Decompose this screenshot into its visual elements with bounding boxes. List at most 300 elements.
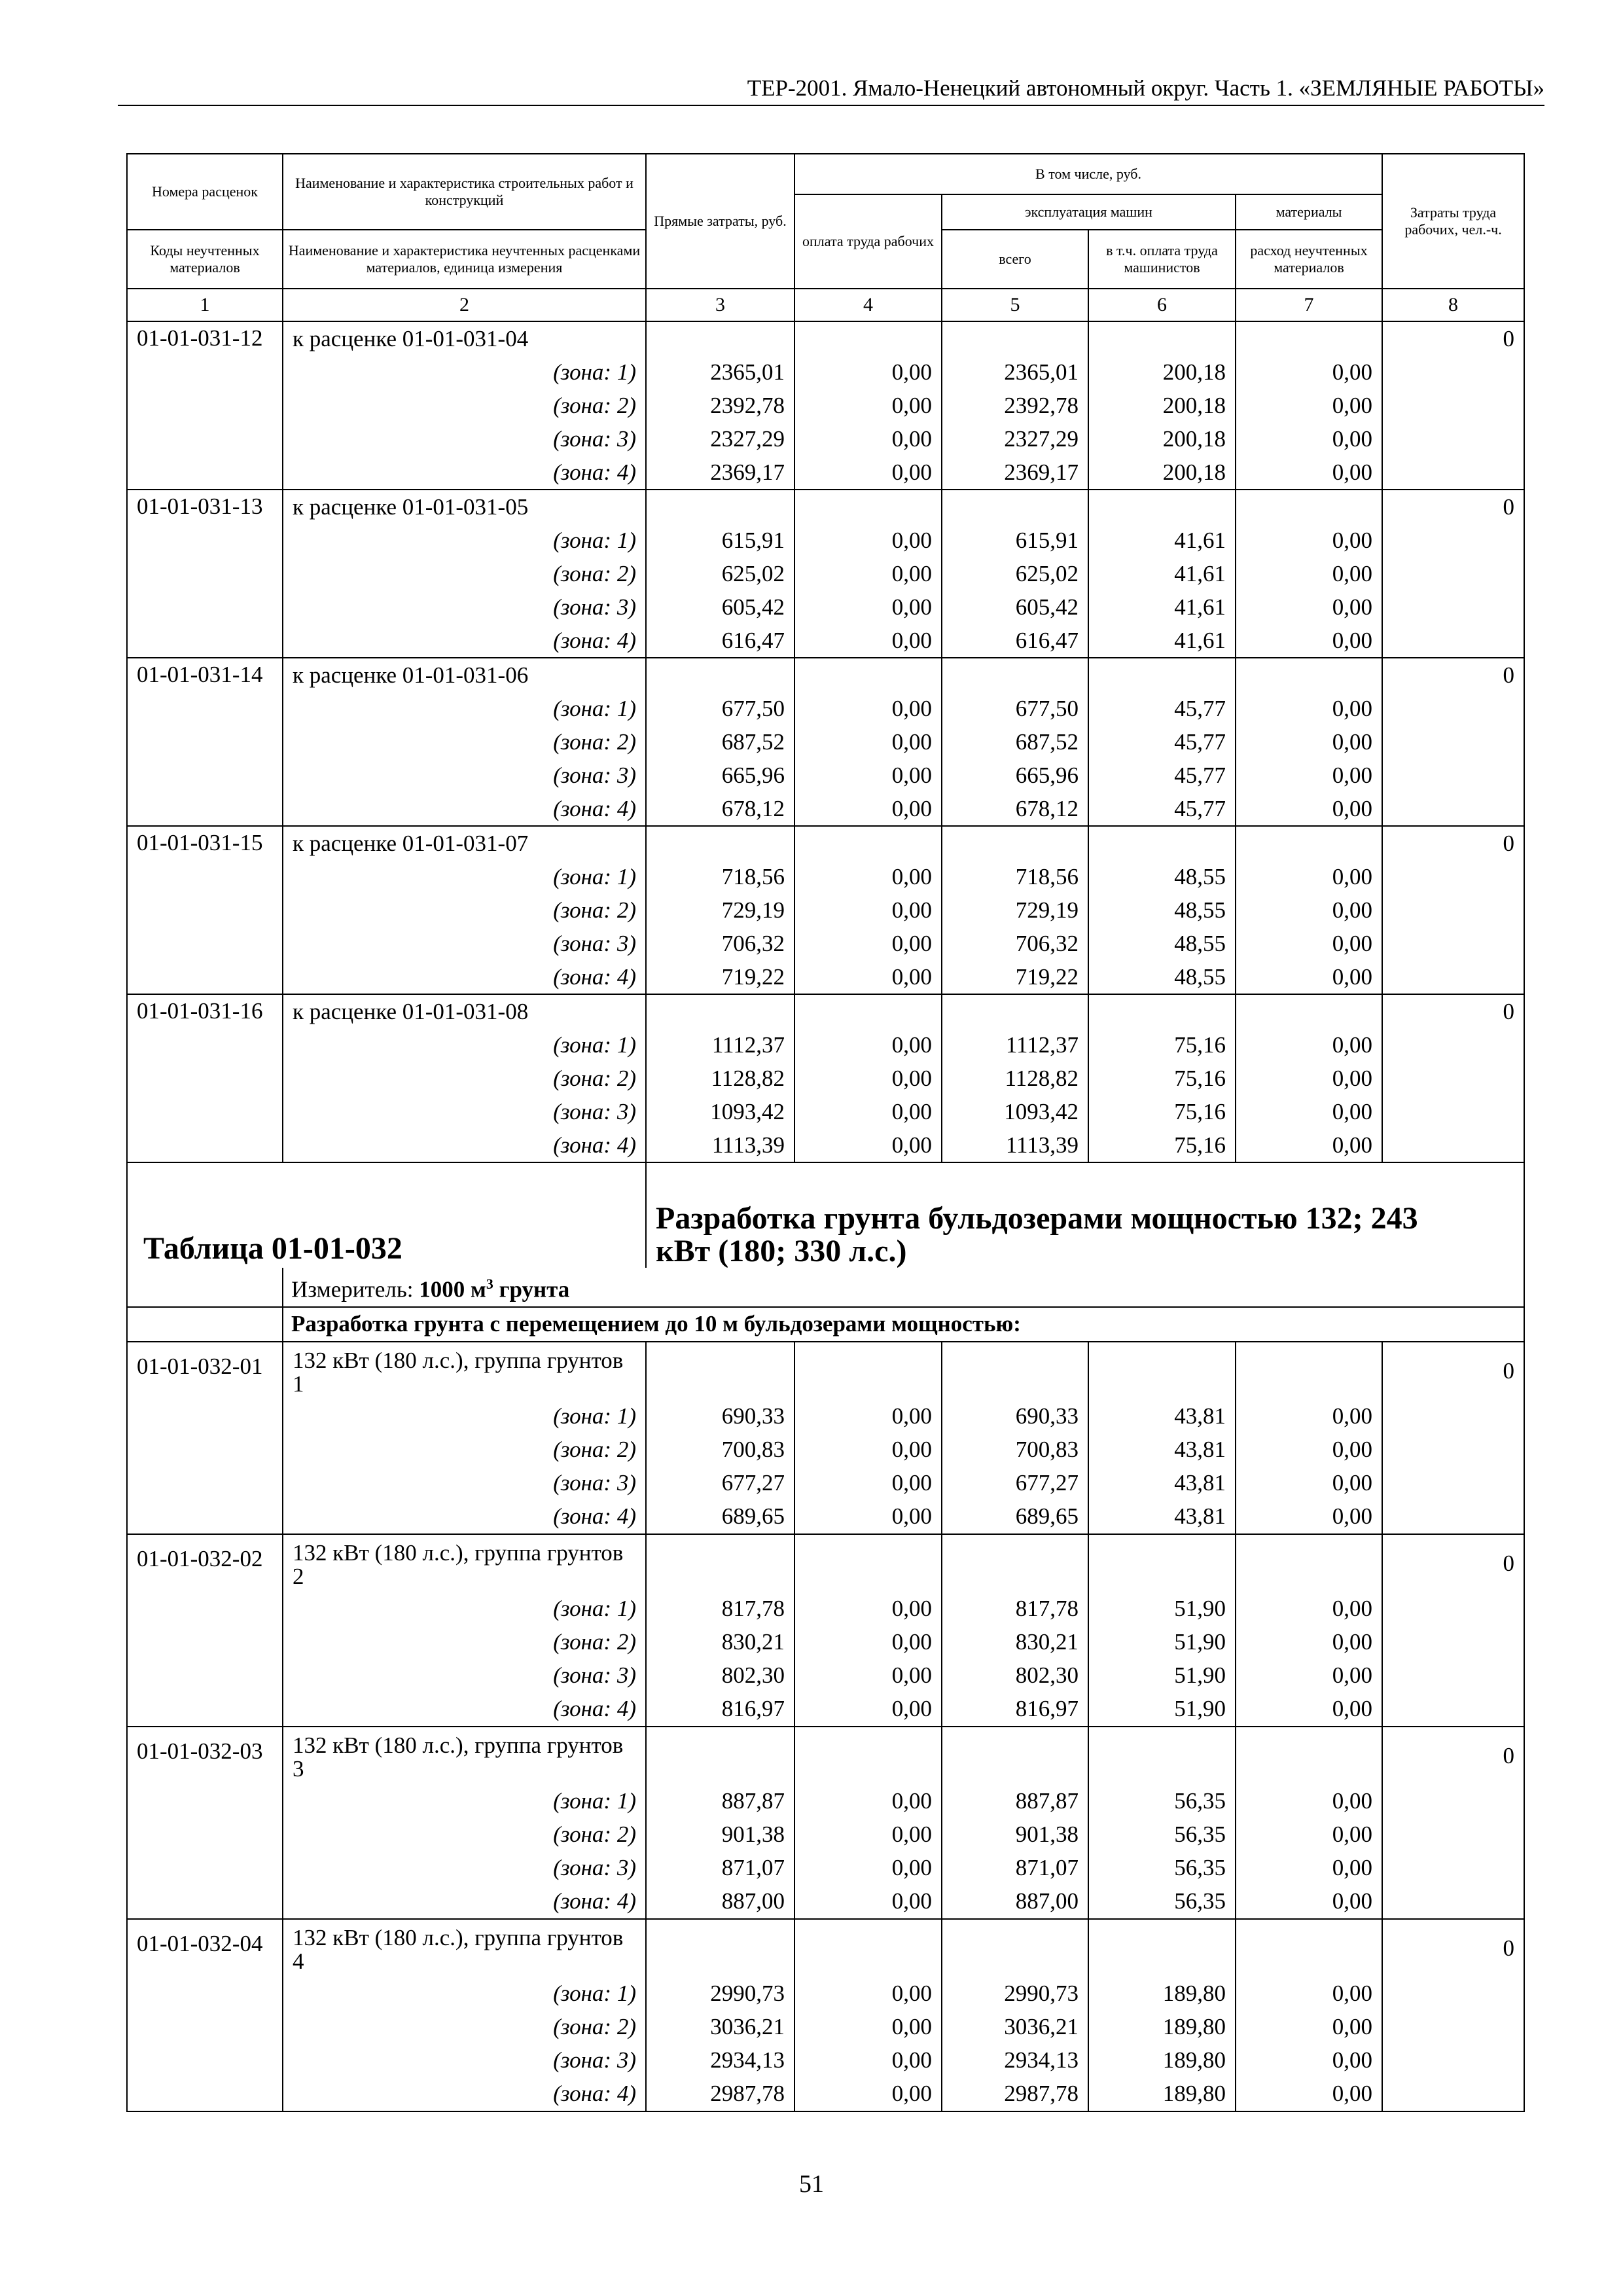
labor-pay: 0,00 bbox=[794, 2077, 942, 2111]
zone-label: (зона: 2) bbox=[283, 389, 646, 422]
empty-cell bbox=[1382, 927, 1524, 960]
empty-cell bbox=[1382, 893, 1524, 927]
labor-pay: 0,00 bbox=[794, 792, 942, 826]
empty-cell bbox=[1382, 792, 1524, 826]
zone-row bbox=[127, 1028, 1524, 1062]
materials-cost: 0,00 bbox=[1236, 1885, 1382, 1919]
empty-cell bbox=[794, 1727, 942, 1785]
direct-cost: 2987,78 bbox=[646, 2077, 794, 2111]
labor-pay: 0,00 bbox=[794, 692, 942, 725]
rate-name: 132 кВт (180 л.с.), группа грунтов 2 bbox=[283, 1534, 646, 1592]
zone-row bbox=[127, 2077, 1524, 2111]
rate-code: 01-01-031-14 bbox=[127, 658, 283, 692]
labor-pay: 0,00 bbox=[794, 860, 942, 893]
zone-label: (зона: 2) bbox=[283, 1626, 646, 1659]
empty-cell bbox=[646, 1727, 794, 1785]
materials-cost: 0,00 bbox=[1236, 456, 1382, 490]
labor-pay: 0,00 bbox=[794, 1626, 942, 1659]
header-unaccounted-materials: расход неучтенных материалов bbox=[1236, 230, 1382, 289]
labor-pay: 0,00 bbox=[794, 960, 942, 994]
empty-cell bbox=[127, 725, 283, 759]
zone-label: (зона: 1) bbox=[283, 1400, 646, 1433]
labor-pay: 0,00 bbox=[794, 1659, 942, 1693]
materials-cost: 0,00 bbox=[1236, 1693, 1382, 1727]
materials-cost: 0,00 bbox=[1236, 1592, 1382, 1626]
direct-cost: 3036,21 bbox=[646, 2011, 794, 2044]
machine-total: 2369,17 bbox=[942, 456, 1088, 490]
header-name-b: Наименование и характеристика неучтенных расценками материалов, единица измерения bbox=[283, 230, 646, 289]
empty-cell bbox=[1088, 658, 1236, 692]
materials-cost: 0,00 bbox=[1236, 893, 1382, 927]
zone-label: (зона: 3) bbox=[283, 2044, 646, 2077]
empty-cell bbox=[1382, 1977, 1524, 2011]
empty-cell bbox=[127, 1818, 283, 1852]
empty-cell bbox=[127, 2011, 283, 2044]
empty-cell bbox=[127, 1626, 283, 1659]
direct-cost: 2327,29 bbox=[646, 422, 794, 456]
materials-cost: 0,00 bbox=[1236, 389, 1382, 422]
empty-cell bbox=[1382, 389, 1524, 422]
zone-row bbox=[127, 2044, 1524, 2077]
table-title-text: Разработка грунта бульдозерами мощностью 132; 243 кВт (180; 330 л.с.) bbox=[656, 1201, 1418, 1268]
zone-label: (зона: 4) bbox=[283, 1128, 646, 1162]
zone-label: (зона: 4) bbox=[283, 1885, 646, 1919]
column-number: 1 bbox=[127, 289, 283, 321]
zone-row bbox=[127, 524, 1524, 557]
direct-cost: 719,22 bbox=[646, 960, 794, 994]
zone-row bbox=[127, 1818, 1524, 1852]
empty-cell bbox=[127, 860, 283, 893]
operator-pay: 189,80 bbox=[1088, 2077, 1236, 2111]
direct-cost: 871,07 bbox=[646, 1852, 794, 1885]
empty-cell bbox=[127, 960, 283, 994]
labor-cost: 0 bbox=[1382, 826, 1524, 860]
rates-body-032 bbox=[127, 1342, 1524, 2111]
machine-total: 816,97 bbox=[942, 1693, 1088, 1727]
machine-total: 1113,39 bbox=[942, 1128, 1088, 1162]
zone-row bbox=[127, 2011, 1524, 2044]
zone-row bbox=[127, 1500, 1524, 1534]
materials-cost: 0,00 bbox=[1236, 1467, 1382, 1500]
empty-cell bbox=[1382, 2044, 1524, 2077]
rate-header-row bbox=[127, 1342, 1524, 1400]
operator-pay: 200,18 bbox=[1088, 355, 1236, 389]
machine-total: 2987,78 bbox=[942, 2077, 1088, 2111]
direct-cost: 1112,37 bbox=[646, 1028, 794, 1062]
table-032-heading bbox=[127, 1162, 1524, 1342]
direct-cost: 729,19 bbox=[646, 893, 794, 927]
zone-row bbox=[127, 893, 1524, 927]
empty-cell bbox=[942, 826, 1088, 860]
empty-cell bbox=[1382, 1852, 1524, 1885]
operator-pay: 200,18 bbox=[1088, 422, 1236, 456]
empty-cell bbox=[1088, 490, 1236, 524]
empty-cell bbox=[1382, 1785, 1524, 1818]
direct-cost: 690,33 bbox=[646, 1400, 794, 1433]
materials-cost: 0,00 bbox=[1236, 792, 1382, 826]
labor-pay: 0,00 bbox=[794, 389, 942, 422]
operator-pay: 56,35 bbox=[1088, 1818, 1236, 1852]
machine-total: 887,00 bbox=[942, 1885, 1088, 1919]
zone-label: (зона: 3) bbox=[283, 759, 646, 792]
zone-label: (зона: 1) bbox=[283, 1592, 646, 1626]
machine-total: 1128,82 bbox=[942, 1062, 1088, 1095]
empty-cell bbox=[1236, 490, 1382, 524]
rate-code: 01-01-032-02 bbox=[127, 1534, 283, 1592]
measure-spacer bbox=[127, 1268, 283, 1307]
empty-cell bbox=[942, 321, 1088, 355]
table-label-text: Таблица 01-01-032 bbox=[143, 1231, 402, 1266]
empty-cell bbox=[1382, 1592, 1524, 1626]
zone-row bbox=[127, 1128, 1524, 1162]
direct-cost: 678,12 bbox=[646, 792, 794, 826]
empty-cell bbox=[794, 490, 942, 524]
zone-label: (зона: 1) bbox=[283, 355, 646, 389]
materials-cost: 0,00 bbox=[1236, 524, 1382, 557]
rate-name: к расценке 01-01-031-05 bbox=[283, 490, 646, 524]
machine-total: 616,47 bbox=[942, 624, 1088, 658]
operator-pay: 56,35 bbox=[1088, 1885, 1236, 1919]
direct-cost: 687,52 bbox=[646, 725, 794, 759]
materials-cost: 0,00 bbox=[1236, 860, 1382, 893]
rate-code: 01-01-031-16 bbox=[127, 994, 283, 1028]
rate-name: 132 кВт (180 л.с.), группа грунтов 1 bbox=[283, 1342, 646, 1400]
zone-row bbox=[127, 1659, 1524, 1693]
page-number: 51 bbox=[799, 2170, 824, 2198]
materials-cost: 0,00 bbox=[1236, 1659, 1382, 1693]
empty-cell bbox=[127, 1977, 283, 2011]
zone-label: (зона: 1) bbox=[283, 1785, 646, 1818]
header-in-total: В том числе, руб. bbox=[794, 154, 1382, 194]
operator-pay: 51,90 bbox=[1088, 1626, 1236, 1659]
direct-cost: 706,32 bbox=[646, 927, 794, 960]
empty-cell bbox=[1236, 321, 1382, 355]
zone-label: (зона: 2) bbox=[283, 1433, 646, 1467]
empty-cell bbox=[127, 557, 283, 590]
rate-name: к расценке 01-01-031-07 bbox=[283, 826, 646, 860]
empty-cell bbox=[1236, 1919, 1382, 1977]
direct-cost: 887,00 bbox=[646, 1885, 794, 1919]
direct-cost: 1113,39 bbox=[646, 1128, 794, 1162]
zone-label: (зона: 2) bbox=[283, 2011, 646, 2044]
measure-label: Измеритель: bbox=[291, 1276, 414, 1302]
materials-cost: 0,00 bbox=[1236, 557, 1382, 590]
operator-pay: 48,55 bbox=[1088, 927, 1236, 960]
empty-cell bbox=[127, 590, 283, 624]
empty-cell bbox=[1382, 1500, 1524, 1534]
empty-cell bbox=[1382, 1818, 1524, 1852]
machine-total: 901,38 bbox=[942, 1818, 1088, 1852]
labor-pay: 0,00 bbox=[794, 725, 942, 759]
empty-cell bbox=[942, 658, 1088, 692]
rate-code: 01-01-031-15 bbox=[127, 826, 283, 860]
labor-pay: 0,00 bbox=[794, 1977, 942, 2011]
machine-total: 605,42 bbox=[942, 590, 1088, 624]
empty-cell bbox=[1382, 355, 1524, 389]
empty-cell bbox=[1382, 1659, 1524, 1693]
zone-label: (зона: 4) bbox=[283, 1693, 646, 1727]
operator-pay: 75,16 bbox=[1088, 1095, 1236, 1128]
empty-cell bbox=[942, 1342, 1088, 1400]
zone-row bbox=[127, 590, 1524, 624]
column-number: 2 bbox=[283, 289, 646, 321]
empty-cell bbox=[794, 1534, 942, 1592]
materials-cost: 0,00 bbox=[1236, 590, 1382, 624]
direct-cost: 1093,42 bbox=[646, 1095, 794, 1128]
empty-cell bbox=[646, 321, 794, 355]
labor-cost: 0 bbox=[1382, 994, 1524, 1028]
materials-cost: 0,00 bbox=[1236, 2077, 1382, 2111]
labor-pay: 0,00 bbox=[794, 524, 942, 557]
empty-cell bbox=[646, 1919, 794, 1977]
labor-pay: 0,00 bbox=[794, 1095, 942, 1128]
direct-cost: 1128,82 bbox=[646, 1062, 794, 1095]
zone-label: (зона: 3) bbox=[283, 1659, 646, 1693]
header-name-a: Наименование и характеристика строительных работ и конструкций bbox=[283, 154, 646, 230]
zone-row bbox=[127, 1885, 1524, 1919]
operator-pay: 56,35 bbox=[1088, 1785, 1236, 1818]
empty-cell bbox=[1382, 960, 1524, 994]
direct-cost: 677,27 bbox=[646, 1467, 794, 1500]
materials-cost: 0,00 bbox=[1236, 422, 1382, 456]
materials-cost: 0,00 bbox=[1236, 1028, 1382, 1062]
zone-row bbox=[127, 389, 1524, 422]
labor-pay: 0,00 bbox=[794, 1818, 942, 1852]
header-code-b: Коды неучтенных материалов bbox=[127, 230, 283, 289]
empty-cell bbox=[1382, 1433, 1524, 1467]
empty-cell bbox=[127, 524, 283, 557]
empty-cell bbox=[1382, 860, 1524, 893]
direct-cost: 816,97 bbox=[646, 1693, 794, 1727]
direct-cost: 689,65 bbox=[646, 1500, 794, 1534]
rate-header-row bbox=[127, 1919, 1524, 1977]
machine-total: 615,91 bbox=[942, 524, 1088, 557]
zone-label: (зона: 4) bbox=[283, 1500, 646, 1534]
labor-cost: 0 bbox=[1382, 1919, 1524, 1977]
rate-name: 132 кВт (180 л.с.), группа грунтов 4 bbox=[283, 1919, 646, 1977]
rate-header-row bbox=[127, 658, 1524, 692]
labor-cost: 0 bbox=[1382, 1534, 1524, 1592]
machine-total: 817,78 bbox=[942, 1592, 1088, 1626]
header-code-a: Номера расценок bbox=[127, 154, 283, 230]
labor-cost: 0 bbox=[1382, 1727, 1524, 1785]
direct-cost: 2369,17 bbox=[646, 456, 794, 490]
empty-cell bbox=[127, 1400, 283, 1433]
empty-cell bbox=[127, 1062, 283, 1095]
labor-pay: 0,00 bbox=[794, 590, 942, 624]
empty-cell bbox=[1382, 725, 1524, 759]
section-spacer bbox=[127, 1307, 283, 1342]
labor-pay: 0,00 bbox=[794, 355, 942, 389]
materials-cost: 0,00 bbox=[1236, 1977, 1382, 2011]
operator-pay: 56,35 bbox=[1088, 1852, 1236, 1885]
rate-header-row bbox=[127, 994, 1524, 1028]
empty-cell bbox=[1236, 994, 1382, 1028]
zone-label: (зона: 4) bbox=[283, 2077, 646, 2111]
materials-cost: 0,00 bbox=[1236, 725, 1382, 759]
measure-line bbox=[283, 1268, 1524, 1307]
empty-cell bbox=[1088, 994, 1236, 1028]
zone-label: (зона: 3) bbox=[283, 590, 646, 624]
empty-cell bbox=[127, 1659, 283, 1693]
zone-label: (зона: 3) bbox=[283, 1467, 646, 1500]
zone-label: (зона: 3) bbox=[283, 1852, 646, 1885]
labor-pay: 0,00 bbox=[794, 1500, 942, 1534]
empty-cell bbox=[127, 1785, 283, 1818]
machine-total: 700,83 bbox=[942, 1433, 1088, 1467]
empty-cell bbox=[794, 321, 942, 355]
empty-cell bbox=[127, 927, 283, 960]
direct-cost: 2934,13 bbox=[646, 2044, 794, 2077]
labor-pay: 0,00 bbox=[794, 1852, 942, 1885]
zone-row bbox=[127, 355, 1524, 389]
column-number: 6 bbox=[1088, 289, 1236, 321]
rate-header-row bbox=[127, 1727, 1524, 1785]
measure-value: 1000 м bbox=[419, 1276, 486, 1302]
operator-pay: 43,81 bbox=[1088, 1467, 1236, 1500]
machine-total: 687,52 bbox=[942, 725, 1088, 759]
empty-cell bbox=[127, 1852, 283, 1885]
empty-cell bbox=[942, 490, 1088, 524]
operator-pay: 51,90 bbox=[1088, 1592, 1236, 1626]
labor-pay: 0,00 bbox=[794, 1885, 942, 1919]
machine-total: 2365,01 bbox=[942, 355, 1088, 389]
empty-cell bbox=[1236, 1727, 1382, 1785]
zone-row bbox=[127, 1400, 1524, 1433]
empty-cell bbox=[942, 1534, 1088, 1592]
empty-cell bbox=[794, 1342, 942, 1400]
header-total: всего bbox=[942, 230, 1088, 289]
zone-row bbox=[127, 960, 1524, 994]
machine-total: 625,02 bbox=[942, 557, 1088, 590]
zone-label: (зона: 1) bbox=[283, 524, 646, 557]
direct-cost: 2990,73 bbox=[646, 1977, 794, 2011]
materials-cost: 0,00 bbox=[1236, 1400, 1382, 1433]
operator-pay: 189,80 bbox=[1088, 2011, 1236, 2044]
labor-pay: 0,00 bbox=[794, 1467, 942, 1500]
labor-pay: 0,00 bbox=[794, 624, 942, 658]
machine-total: 2327,29 bbox=[942, 422, 1088, 456]
header-labor-costs: Затраты труда рабочих, чел.-ч. bbox=[1382, 154, 1524, 289]
direct-cost: 2365,01 bbox=[646, 355, 794, 389]
zone-row bbox=[127, 759, 1524, 792]
empty-cell bbox=[1382, 1400, 1524, 1433]
operator-pay: 45,77 bbox=[1088, 792, 1236, 826]
empty-cell bbox=[1382, 624, 1524, 658]
empty-cell bbox=[127, 1693, 283, 1727]
empty-cell bbox=[646, 490, 794, 524]
empty-cell bbox=[127, 624, 283, 658]
zone-label: (зона: 4) bbox=[283, 792, 646, 826]
machine-total: 706,32 bbox=[942, 927, 1088, 960]
machine-total: 2392,78 bbox=[942, 389, 1088, 422]
zone-row bbox=[127, 1095, 1524, 1128]
machine-total: 887,87 bbox=[942, 1785, 1088, 1818]
empty-cell bbox=[1382, 759, 1524, 792]
empty-cell bbox=[942, 994, 1088, 1028]
direct-cost: 2392,78 bbox=[646, 389, 794, 422]
operator-pay: 41,61 bbox=[1088, 524, 1236, 557]
zone-row bbox=[127, 725, 1524, 759]
empty-cell bbox=[1382, 1028, 1524, 1062]
zone-row bbox=[127, 1977, 1524, 2011]
materials-cost: 0,00 bbox=[1236, 1818, 1382, 1852]
empty-cell bbox=[942, 1727, 1088, 1785]
header-materials: материалы bbox=[1236, 194, 1382, 230]
empty-cell bbox=[127, 2077, 283, 2111]
header-direct-costs: Прямые затраты, руб. bbox=[646, 154, 794, 289]
column-number: 3 bbox=[646, 289, 794, 321]
direct-cost: 677,50 bbox=[646, 692, 794, 725]
labor-pay: 0,00 bbox=[794, 456, 942, 490]
operator-pay: 200,18 bbox=[1088, 456, 1236, 490]
rate-header-row bbox=[127, 321, 1524, 355]
empty-cell bbox=[1382, 1693, 1524, 1727]
labor-pay: 0,00 bbox=[794, 927, 942, 960]
labor-pay: 0,00 bbox=[794, 759, 942, 792]
labor-pay: 0,00 bbox=[794, 1433, 942, 1467]
empty-cell bbox=[942, 1919, 1088, 1977]
zone-row bbox=[127, 1852, 1524, 1885]
rate-name: к расценке 01-01-031-06 bbox=[283, 658, 646, 692]
operator-pay: 200,18 bbox=[1088, 389, 1236, 422]
operator-pay: 51,90 bbox=[1088, 1693, 1236, 1727]
zone-row bbox=[127, 692, 1524, 725]
zone-label: (зона: 1) bbox=[283, 1028, 646, 1062]
labor-pay: 0,00 bbox=[794, 1400, 942, 1433]
zone-label: (зона: 3) bbox=[283, 927, 646, 960]
materials-cost: 0,00 bbox=[1236, 624, 1382, 658]
zone-row bbox=[127, 422, 1524, 456]
direct-cost: 901,38 bbox=[646, 1818, 794, 1852]
empty-cell bbox=[646, 994, 794, 1028]
operator-pay: 189,80 bbox=[1088, 2044, 1236, 2077]
empty-cell bbox=[1236, 826, 1382, 860]
machine-total: 665,96 bbox=[942, 759, 1088, 792]
empty-cell bbox=[127, 1885, 283, 1919]
measure-unit: грунта bbox=[499, 1276, 570, 1302]
materials-cost: 0,00 bbox=[1236, 2044, 1382, 2077]
direct-cost: 887,87 bbox=[646, 1785, 794, 1818]
zone-row bbox=[127, 792, 1524, 826]
operator-pay: 51,90 bbox=[1088, 1659, 1236, 1693]
zone-label: (зона: 2) bbox=[283, 1062, 646, 1095]
machine-total: 802,30 bbox=[942, 1659, 1088, 1693]
zone-row bbox=[127, 1467, 1524, 1500]
zone-row bbox=[127, 1626, 1524, 1659]
empty-cell bbox=[794, 826, 942, 860]
column-number: 8 bbox=[1382, 289, 1524, 321]
section-heading: Разработка грунта с перемещением до 10 м бульдозерами мощностью: bbox=[283, 1307, 1524, 1342]
empty-cell bbox=[127, 1128, 283, 1162]
empty-cell bbox=[794, 658, 942, 692]
labor-pay: 0,00 bbox=[794, 1785, 942, 1818]
materials-cost: 0,00 bbox=[1236, 1128, 1382, 1162]
zone-row bbox=[127, 624, 1524, 658]
zone-row bbox=[127, 557, 1524, 590]
zone-label: (зона: 2) bbox=[283, 557, 646, 590]
empty-cell bbox=[1382, 2077, 1524, 2111]
zone-label: (зона: 2) bbox=[283, 725, 646, 759]
machine-total: 677,27 bbox=[942, 1467, 1088, 1500]
direct-cost: 615,91 bbox=[646, 524, 794, 557]
zone-label: (зона: 1) bbox=[283, 860, 646, 893]
labor-pay: 0,00 bbox=[794, 893, 942, 927]
empty-cell bbox=[1088, 321, 1236, 355]
empty-cell bbox=[127, 792, 283, 826]
header-machine-ops: эксплуатация машин bbox=[942, 194, 1236, 230]
materials-cost: 0,00 bbox=[1236, 1852, 1382, 1885]
